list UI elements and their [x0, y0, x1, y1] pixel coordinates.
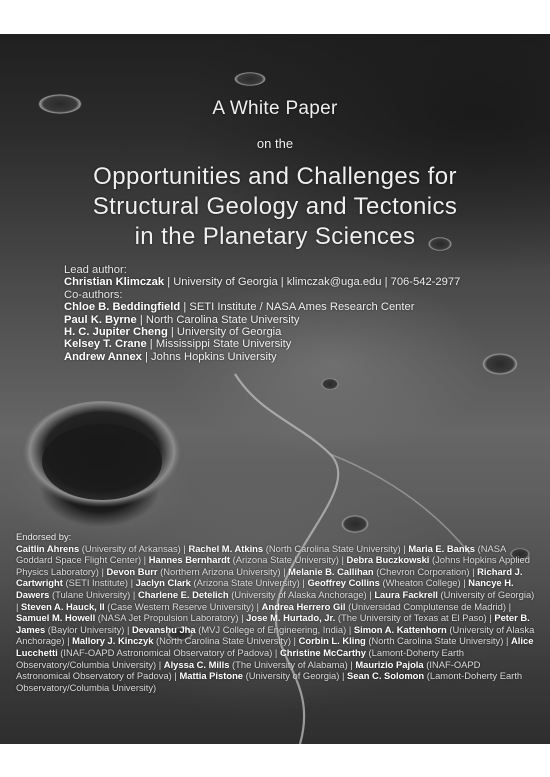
lead-author-details: | University of Georgia | klimczak@uga.edu | 706-542-2977 [164, 276, 461, 289]
coauthor-line [64, 301, 544, 313]
endorser-name: Samuel M. Howell [16, 612, 96, 624]
endorser-affiliation: (The University of Alabama) | [229, 658, 356, 670]
endorser-affiliation: (University of Georgia) | [243, 670, 348, 682]
doc-type-heading: A White Paper [212, 98, 338, 119]
endorser-name: Sean C. Solomon [347, 670, 425, 682]
endorser-name: Alyssa C. Mills [163, 658, 230, 670]
endorser-name: Laura Fackrell [374, 588, 438, 600]
endorser-name: Devanshu Jha [132, 623, 196, 635]
coauthor-affiliation: | Mississippi State University [146, 338, 292, 351]
endorser-affiliation: (Tulane University) | [49, 588, 138, 600]
coauthors-label: Co-authors: [64, 288, 123, 301]
endorser-affiliation: (NASA Goddard Space Flight Center) | [16, 542, 506, 566]
endorser-affiliation: (Case Western Reserve University) | [104, 600, 262, 612]
endorser-affiliation: (Arizona State University) | [190, 577, 308, 589]
title-line-3: in the Planetary Sciences [134, 223, 416, 250]
author-block [64, 264, 544, 363]
coauthor-name: Andrew Annex [64, 350, 142, 363]
coauthor-name: Chloe B. Beddingfield [64, 301, 181, 314]
endorser-name: Andrea Herrero Gil [261, 600, 346, 612]
endorser-name: Charlene E. Detelich [137, 588, 229, 600]
endorser-name: Peter B. James [16, 612, 530, 635]
endorser-name: Mallory J. Kinczyk [72, 635, 154, 647]
coauthor-line [64, 338, 544, 350]
coauthor-name: H. C. Jupiter Cheng [64, 326, 168, 339]
endorser-affiliation: (Johns Hopkins Applied Physics Laboratory) | [16, 554, 530, 577]
endorser-name: Hannes Bernhardt [148, 554, 230, 566]
endorser-name: Maria E. Banks [408, 542, 476, 554]
endorsement-block [16, 531, 536, 693]
endorser-affiliation: (INAF-OAPD Astronomical Observatory of Padova) | [16, 658, 481, 682]
cover-image [0, 34, 550, 744]
endorser-affiliation: (INAF-OAPD Astronomical Observatory of Padova) | [57, 646, 280, 658]
endorser-name: Melanie B. Callihan [288, 565, 374, 577]
lead-author-label: Lead author: [64, 264, 127, 276]
endorser-affiliation: (North Carolina State University) | [263, 542, 409, 554]
endorser-affiliation: (University of Alaska Anchorage) | [16, 623, 535, 647]
endorser-affiliation: (MVJ College of Engineering, India) | [195, 623, 354, 635]
coauthor-affiliation: | Johns Hopkins University [141, 350, 277, 363]
endorser-name: Mattia Pistone [179, 670, 244, 682]
paper-title [40, 162, 510, 252]
endorser-affiliation: (NASA Jet Propulsion Laboratory) | [95, 612, 247, 624]
endorser-name: Nancye H. Dawers [16, 577, 514, 600]
coauthor-affiliation: | SETI Institute / NASA Ames Research Center [180, 301, 415, 314]
endorser-name: Corbin L. Kling [298, 635, 366, 647]
endorser-name: Devon Burr [106, 565, 158, 577]
coauthor-name: Paul K. Byrne [64, 313, 137, 326]
endorser-affiliation: (Lamont-Doherty Earth Observatory/Columbia University) [16, 670, 523, 693]
endorser-name: Simon A. Kattenhorn [353, 623, 447, 635]
endorser-name: Steven A. Hauck, II [21, 600, 105, 612]
endorser-affiliation: (Wheaton College) | [379, 577, 469, 589]
endorser-name: Christine McCarthy [279, 646, 366, 658]
coauthor-affiliation: | North Carolina State University [136, 313, 300, 326]
lead-author-line [64, 276, 544, 288]
endorser-affiliation: (Baylor University) | [45, 623, 133, 635]
endorser-affiliation: (North Carolina State University) | [365, 635, 511, 647]
endorser-name: Maurizio Pajola [355, 658, 424, 670]
lead-author-name: Christian Klimczak [64, 276, 165, 289]
coauthor-line [64, 314, 544, 326]
title-line-2: Structural Geology and Tectonics [92, 193, 458, 220]
coauthor-name: Kelsey T. Crane [64, 338, 147, 351]
endorser-affiliation: (Northern Arizona University) | [157, 565, 289, 577]
endorser-name: Rachel M. Atkins [188, 542, 264, 554]
endorser-name: Geoffrey Collins [307, 577, 380, 589]
endorser-name: Jaclyn Clark [135, 577, 191, 589]
endorser-name: Caitlin Ahrens [16, 542, 80, 554]
endorser-name: Richard J. Cartwright [16, 565, 523, 589]
endorser-affiliation: (University of Georgia) | [16, 588, 535, 612]
endorser-affiliation: (Lamont-Doherty Earth Observatory/Columbia University) | [16, 646, 464, 670]
coauthor-line [64, 326, 544, 338]
endorser-affiliation: (North Carolina State University) | [153, 635, 299, 647]
endorser-affiliation: (Chevron Corporation) | [373, 565, 478, 577]
doc-type-subheading: on the [256, 136, 294, 151]
endorsed-by-label: Endorsed by: [16, 531, 72, 542]
endorser-affiliation: (University of Arkansas) | [79, 542, 189, 554]
coauthor-line [64, 351, 544, 363]
endorser-affiliation: (University of Alaska Anchorage) | [228, 588, 375, 600]
endorser-list [16, 543, 534, 693]
endorser-affiliation: (Universidad Complutense de Madrid) | [345, 600, 512, 612]
endorser-affiliation: (Arizona State University) | [230, 554, 347, 566]
endorser-affiliation: (SETI Institute) | [62, 577, 136, 589]
endorser-name: Jose M. Hurtado, Jr. [246, 612, 336, 624]
title-line-1: Opportunities and Challenges for [93, 163, 457, 190]
endorser-affiliation: (The University of Texas at El Paso) | [335, 612, 495, 624]
coauthor-affiliation: | University of Georgia [167, 326, 282, 339]
endorser-name: Debra Buczkowski [346, 554, 430, 566]
endorser-name: Alice Lucchetti [16, 635, 534, 658]
